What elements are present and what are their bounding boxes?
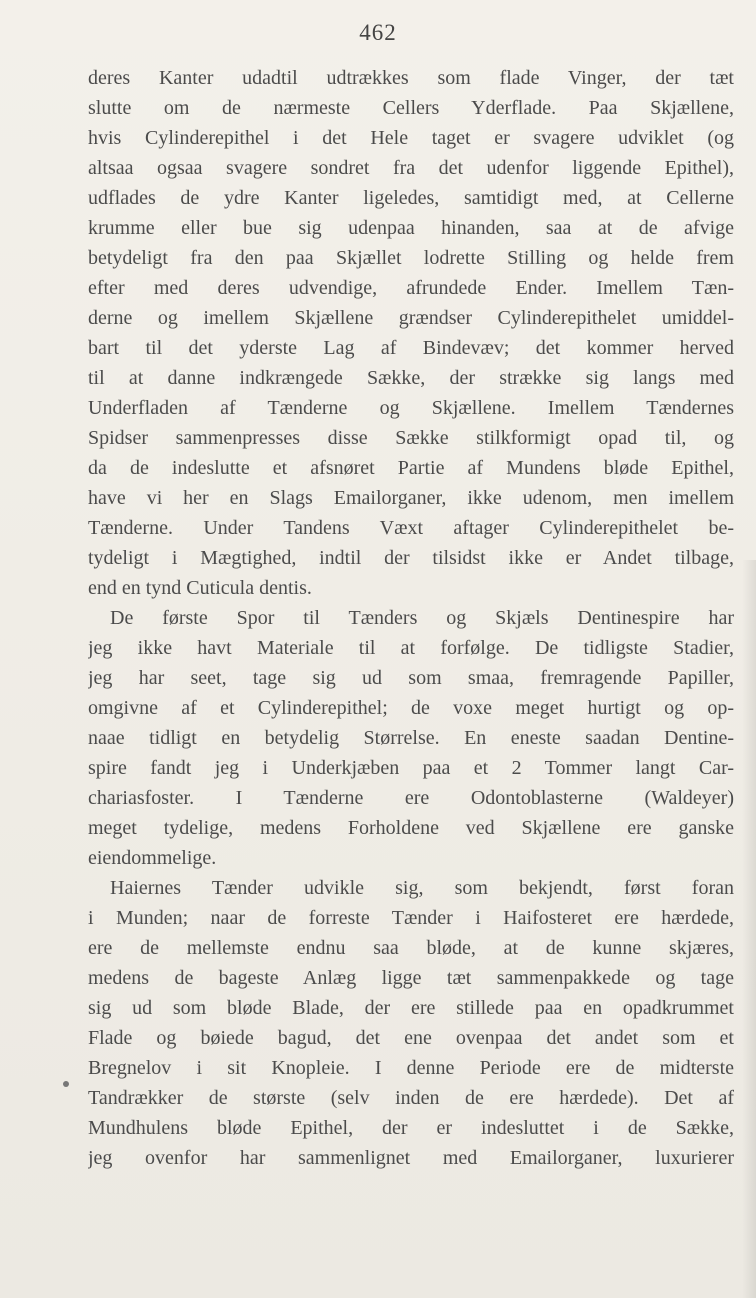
text-line: da de indeslutte et afsnøret Partie af Mundens bløde Epithel, bbox=[88, 457, 734, 479]
text-line: medens de bageste Anlæg ligge tæt sammenpakkede og tage bbox=[88, 967, 734, 989]
text-line: ere de mellemste endnu saa bløde, at de kunne skjæres, bbox=[88, 937, 734, 959]
text-line: meget tydelige, medens Forholdene ved Skjællene ere ganske bbox=[88, 817, 734, 839]
text-line: bart til det yderste Lag af Bindevæv; det kommer herved bbox=[88, 337, 734, 359]
text-line: Flade og bøiede bagud, det ene ovenpaa det andet som et bbox=[88, 1027, 734, 1049]
text-line: naae tidligt en betydelig Størrelse. En eneste saadan Dentine- bbox=[88, 727, 734, 749]
text-line: Tænderne. Under Tandens Væxt aftager Cylinderepithelet be- bbox=[88, 517, 734, 539]
text-line: Bregnelov i sit Knopleie. I denne Periode ere de midterste bbox=[88, 1057, 734, 1079]
text-line: Haiernes Tænder udvikle sig, som bekjendt, først foran bbox=[110, 877, 734, 899]
text-line: jeg har seet, tage sig ud som smaa, fremragende Papiller, bbox=[88, 667, 734, 689]
text-line: Underfladen af Tænderne og Skjællene. Imellem Tændernes bbox=[88, 397, 734, 419]
text-line: til at danne indkrængede Sække, der strække sig langs med bbox=[88, 367, 734, 389]
text-line: Spidser sammenpresses disse Sække stilkformigt opad til, og bbox=[88, 427, 734, 449]
text-line: hvis Cylinderepithel i det Hele taget er svagere udviklet (og bbox=[88, 127, 734, 149]
text-line: omgivne af et Cylinderepithel; de voxe meget hurtigt og op- bbox=[88, 697, 734, 719]
text-line: betydeligt fra den paa Skjællet lodrette Stilling og helde frem bbox=[88, 247, 734, 269]
margin-dot-mark bbox=[63, 1081, 69, 1087]
text-line: jeg ovenfor har sammenlignet med Emailorganer, luxurierer bbox=[88, 1147, 734, 1169]
text-line: Mundhulens bløde Epithel, der er indesluttet i de Sække, bbox=[88, 1117, 734, 1139]
text-line: Tandrækker de største (selv inden de ere hærdede). Det af bbox=[88, 1087, 734, 1109]
text-line: eiendommelige. bbox=[88, 847, 217, 869]
text-line: krumme eller bue sig udenpaa hinanden, saa at de afvige bbox=[88, 217, 734, 239]
text-line: tydeligt i Mægtighed, indtil der tilsidst ikke er Andet tilbage, bbox=[88, 547, 734, 569]
text-line: derne og imellem Skjællene grændser Cylinderepithelet umiddel- bbox=[88, 307, 734, 329]
text-line: i Munden; naar de forreste Tænder i Haifosteret ere hærdede, bbox=[88, 907, 734, 929]
text-line: altsaa ogsaa svagere sondret fra det udenfor liggende Epithel), bbox=[88, 157, 734, 179]
text-line: De første Spor til Tænders og Skjæls Dentinespire har bbox=[110, 607, 734, 629]
page-edge-shadow bbox=[742, 560, 756, 1298]
page-number: 462 bbox=[359, 20, 397, 45]
text-line: jeg ikke havt Materiale til at forfølge. De tidligste Stadier, bbox=[88, 637, 734, 659]
text-line: deres Kanter udadtil udtrækkes som flade Vinger, der tæt bbox=[88, 67, 734, 89]
text-line: have vi her en Slags Emailorganer, ikke udenom, men imellem bbox=[88, 487, 734, 509]
text-line: chariasfoster. I Tænderne ere Odontoblasterne (Waldeyer) bbox=[88, 787, 734, 809]
text-line: udflades de ydre Kanter ligeledes, samtidigt med, at Cellerne bbox=[88, 187, 734, 209]
text-line: spire fandt jeg i Underkjæben paa et 2 Tommer langt Car- bbox=[88, 757, 734, 779]
text-line: slutte om de nærmeste Cellers Yderflade. Paa Skjællene, bbox=[88, 97, 734, 119]
text-line: efter med deres udvendige, afrundede Ender. Imellem Tæn- bbox=[88, 277, 734, 299]
text-line: sig ud som bløde Blade, der ere stillede paa en opadkrummet bbox=[88, 997, 734, 1019]
body-text bbox=[88, 63, 734, 1173]
text-line: end en tynd Cuticula dentis. bbox=[88, 577, 312, 599]
